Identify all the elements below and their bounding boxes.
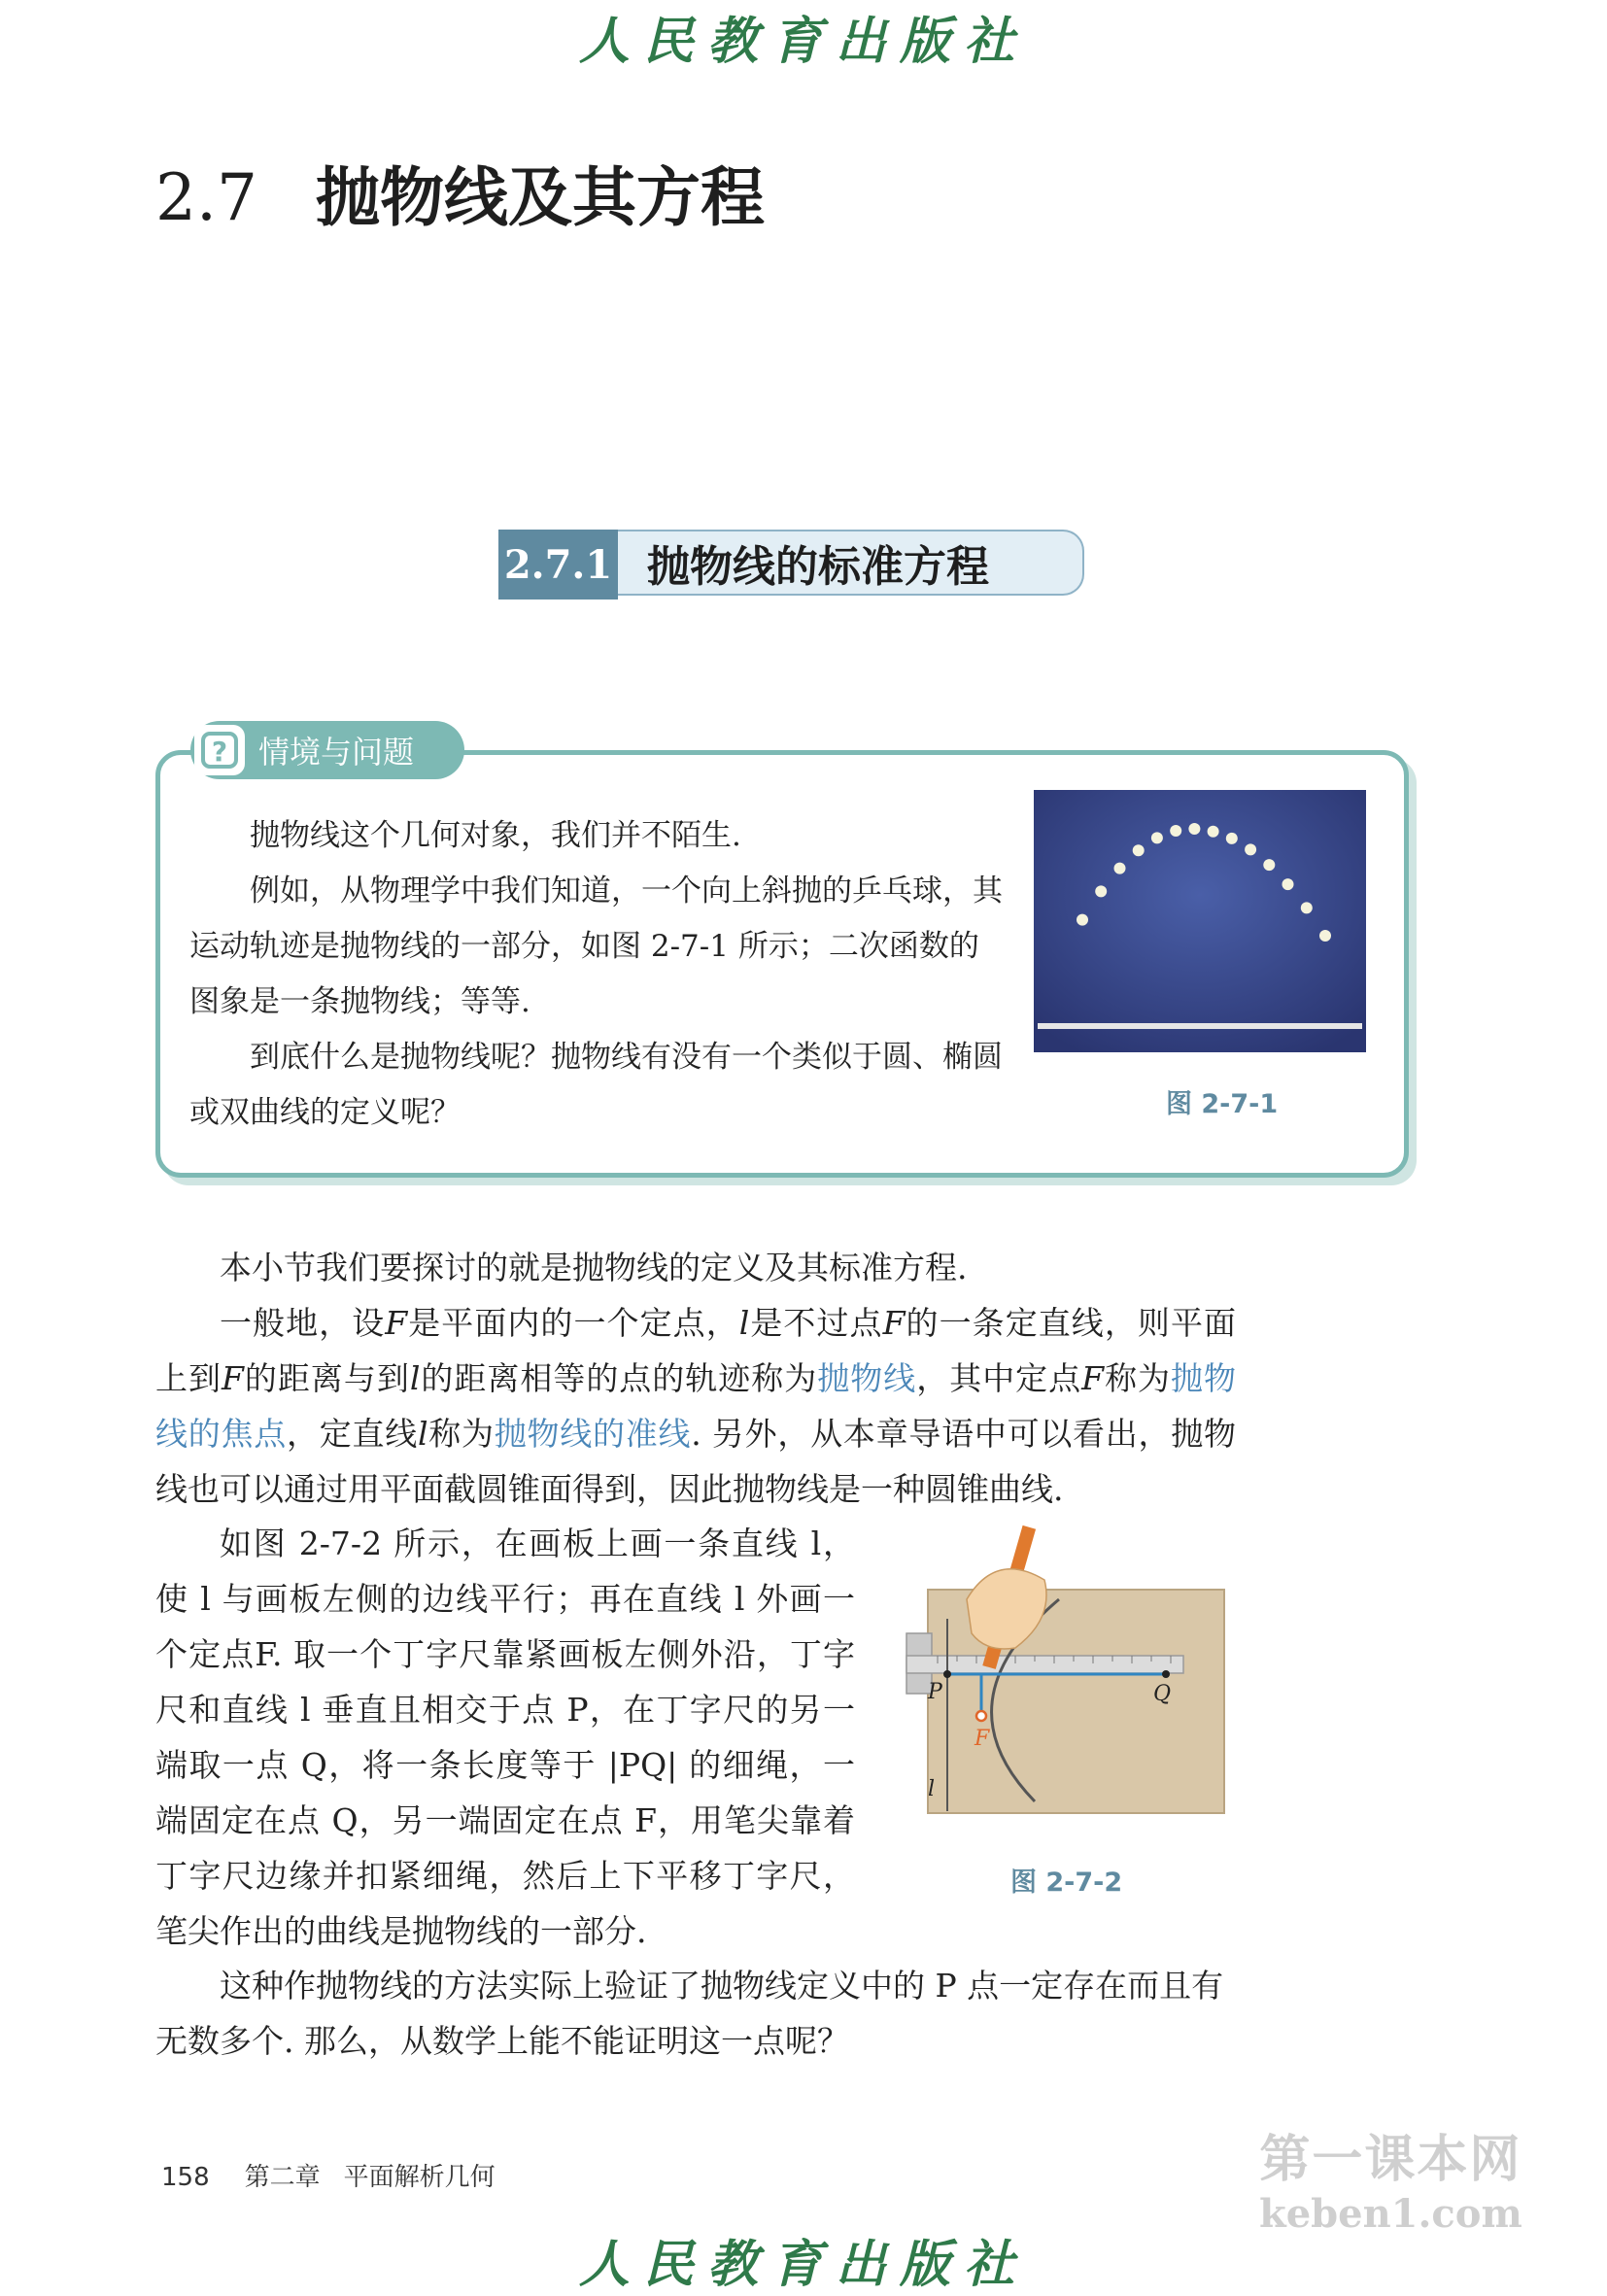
- ball-position: [1188, 823, 1200, 835]
- subsection-number: 2.7.1: [498, 530, 618, 600]
- term-parabola: 抛物线: [817, 1359, 917, 1397]
- text-run: 的距离相等的点的轨迹称为: [420, 1359, 818, 1397]
- symbol-F: F: [221, 1359, 244, 1397]
- ball-position: [1151, 832, 1163, 843]
- symbol-l: l: [409, 1359, 421, 1397]
- ball-position: [1208, 826, 1219, 838]
- construction-paragraph: 如图 2-7-2 所示，在画板上画一条直线 l，使 l 与画板左侧的边线平行；再在直线 l 外画一个定点F. 取一个丁字尺靠紧画板左侧外沿，丁字尺和直线 l 垂直且相交于点 P，在丁字尺的另一端取一点 Q，将一条长度等于 |PQ| 的细绳，一端固定在点 Q，另一端固定在点 F，用笔尖靠着丁字尺边缘并扣紧细绳，然后上下平移丁字尺，笔尖作出的曲线是抛物线的一部分.: [155, 1525, 855, 1950]
- section-title-text: 抛物线及其方程: [315, 159, 765, 235]
- term-focus: 抛物线的焦点: [155, 1359, 1237, 1453]
- page-footer: [161, 2157, 496, 2193]
- closing-paragraph: 这种作抛物线的方法实际上验证了抛物线定义中的 P 点一定存在而且有无数多个. 那么，从数学上能不能证明这一点呢？: [155, 1967, 1224, 2060]
- chapter-title: 平面解析几何: [343, 2163, 496, 2192]
- situation-paragraph: 抛物线这个几何对象，我们并不陌生.: [250, 818, 741, 853]
- page-number: 158: [161, 2163, 210, 2192]
- svg-text:?: ?: [211, 736, 228, 768]
- watermark-line1: 第一课本网: [1259, 2131, 1522, 2189]
- ball-position: [1095, 885, 1107, 897]
- text-run: ，其中定点: [916, 1359, 1082, 1397]
- label-F: F: [974, 1727, 990, 1751]
- text-run: ，定直线: [286, 1415, 418, 1453]
- label-l: l: [928, 1777, 936, 1801]
- chapter-number: 第二章: [244, 2163, 321, 2192]
- text-run: 的距离与到: [243, 1359, 410, 1397]
- text-run: 是不过点: [749, 1304, 883, 1342]
- symbol-F: F: [1081, 1359, 1105, 1397]
- body-paragraph: 本小节我们要探讨的就是抛物线的定义及其标准方程.: [220, 1249, 968, 1286]
- drawing-board-figure: [899, 1522, 1234, 1852]
- symbol-F: F: [882, 1304, 906, 1342]
- text-run: 称为: [1104, 1359, 1172, 1397]
- publisher-header: 人民教育出版社: [578, 12, 1028, 71]
- ball-position: [1226, 833, 1238, 844]
- label-Q: Q: [1153, 1682, 1172, 1706]
- ball-position: [1114, 863, 1126, 874]
- situation-paragraph: 到底什么是抛物线呢？抛物线有没有一个类似于圆、椭圆或双曲线的定义呢？: [189, 1040, 1003, 1130]
- symbol-l: l: [738, 1304, 750, 1342]
- subsection-title: 抛物线的标准方程: [618, 530, 1084, 596]
- figure-caption-2: 图 2-7-2: [1010, 1868, 1123, 1898]
- symbol-F: F: [385, 1304, 408, 1342]
- figure-caption-1: 图 2-7-1: [1166, 1089, 1279, 1119]
- text-run: 称为: [427, 1415, 495, 1453]
- section-number: 2.7: [155, 160, 257, 235]
- symbol-l: l: [417, 1415, 428, 1453]
- definition-paragraph: [155, 1295, 1236, 1517]
- situation-tag-label: 情境与问题: [258, 734, 415, 771]
- closing-text: [155, 1958, 1236, 2069]
- text-run: . 另外，从本章导语中可以看出，抛物线也可以通过用平面截圆锥面得到，因此抛物线是一种圆锥曲线.: [155, 1415, 1237, 1508]
- situation-text: [189, 808, 1006, 1141]
- question-icon: [194, 725, 245, 775]
- situation-paragraph: 例如，从物理学中我们知道，一个向上斜抛的乒乓球，其运动轨迹是抛物线的一部分，如图 2-7-1 所示；二次函数的图象是一条抛物线；等等.: [189, 874, 1003, 1019]
- publisher-footer: 人民教育出版社: [578, 2235, 1028, 2294]
- situation-tag: [190, 721, 464, 779]
- body-text: [155, 1240, 1236, 1517]
- text-run: 一般地，设: [220, 1304, 386, 1342]
- section-title: [155, 146, 765, 238]
- ball-position: [1282, 878, 1294, 890]
- ball-position: [1319, 930, 1331, 942]
- ping-pong-trajectory-image: [1034, 790, 1366, 1052]
- ball-position: [1245, 843, 1256, 855]
- ball-position: [1133, 844, 1145, 856]
- watermark-line2: keben1.com: [1259, 2191, 1522, 2237]
- term-directrix: 抛物线的准线: [494, 1415, 692, 1453]
- ball-position: [1301, 902, 1313, 913]
- text-run: 的一条定直线，则平面上到: [155, 1304, 1237, 1397]
- label-P: P: [928, 1680, 942, 1704]
- ball-position: [1263, 859, 1275, 871]
- ball-position: [1077, 914, 1088, 926]
- text-run: 是平面内的一个定点，: [407, 1304, 739, 1342]
- construction-text: [155, 1516, 855, 1959]
- watermark: [1259, 2118, 1522, 2237]
- ball-position: [1170, 825, 1181, 837]
